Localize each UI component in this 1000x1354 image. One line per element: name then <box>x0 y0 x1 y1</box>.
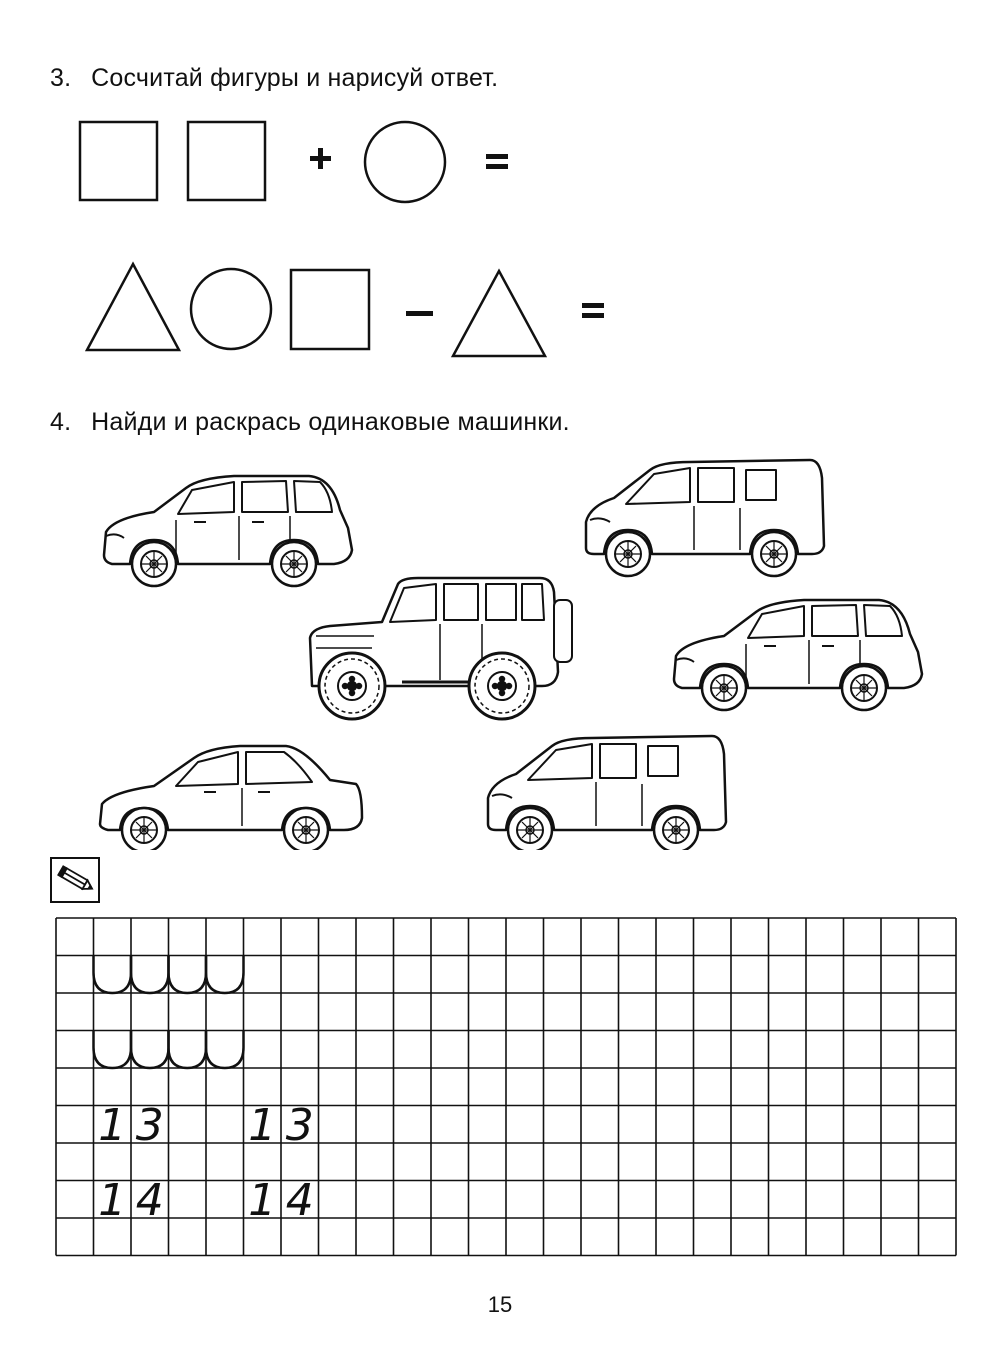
car-sedan[interactable] <box>100 746 362 850</box>
minus-sign <box>406 311 433 316</box>
copybook-digit: 1 <box>248 1175 277 1226</box>
shapes-exercise <box>0 110 1000 370</box>
copybook-digit: 4 <box>285 1175 314 1226</box>
car-van[interactable] <box>586 460 824 576</box>
page-number: 15 <box>487 1292 513 1317</box>
arc-pattern <box>131 956 169 994</box>
task-4-text: Найди и раскрась одинаковые машинки. <box>91 408 570 436</box>
square-shape <box>80 122 157 200</box>
task-4-number: 4. <box>50 408 72 436</box>
circle-shape <box>365 122 445 202</box>
copybook-grid <box>0 910 1000 1270</box>
circle-shape <box>191 269 271 349</box>
copybook-digit: 4 <box>135 1175 164 1226</box>
equals-sign <box>582 303 604 318</box>
car-hatchback[interactable] <box>674 600 922 710</box>
arc-pattern <box>94 956 132 994</box>
copybook-digit: 1 <box>98 1175 127 1226</box>
task-3-title <box>50 64 498 93</box>
car-minivan[interactable] <box>488 736 726 850</box>
arc-pattern <box>206 956 244 994</box>
arc-pattern <box>169 1031 207 1069</box>
equals-sign <box>486 154 508 169</box>
arc-pattern <box>169 956 207 994</box>
task-4-title <box>50 408 570 437</box>
pencil-icon <box>50 857 100 903</box>
task-3-text: Сосчитай фигуры и нарисуй ответ. <box>91 64 499 92</box>
copybook-digit: 3 <box>285 1100 314 1151</box>
arc-pattern <box>131 1031 169 1069</box>
copybook-digit: 1 <box>98 1100 127 1151</box>
arc-pattern <box>206 1031 244 1069</box>
task-3-number: 3. <box>50 64 72 92</box>
square-shape <box>291 270 369 349</box>
plus-sign <box>310 148 331 169</box>
cars-exercise <box>0 450 1000 850</box>
car-hatchback[interactable] <box>104 476 352 586</box>
triangle-shape <box>453 271 545 356</box>
copybook-digit: 1 <box>248 1100 277 1151</box>
car-jeep[interactable] <box>310 578 572 719</box>
square-shape <box>188 122 265 200</box>
arc-pattern <box>94 1031 132 1069</box>
triangle-shape <box>87 264 179 350</box>
copybook-digit: 3 <box>135 1100 164 1151</box>
